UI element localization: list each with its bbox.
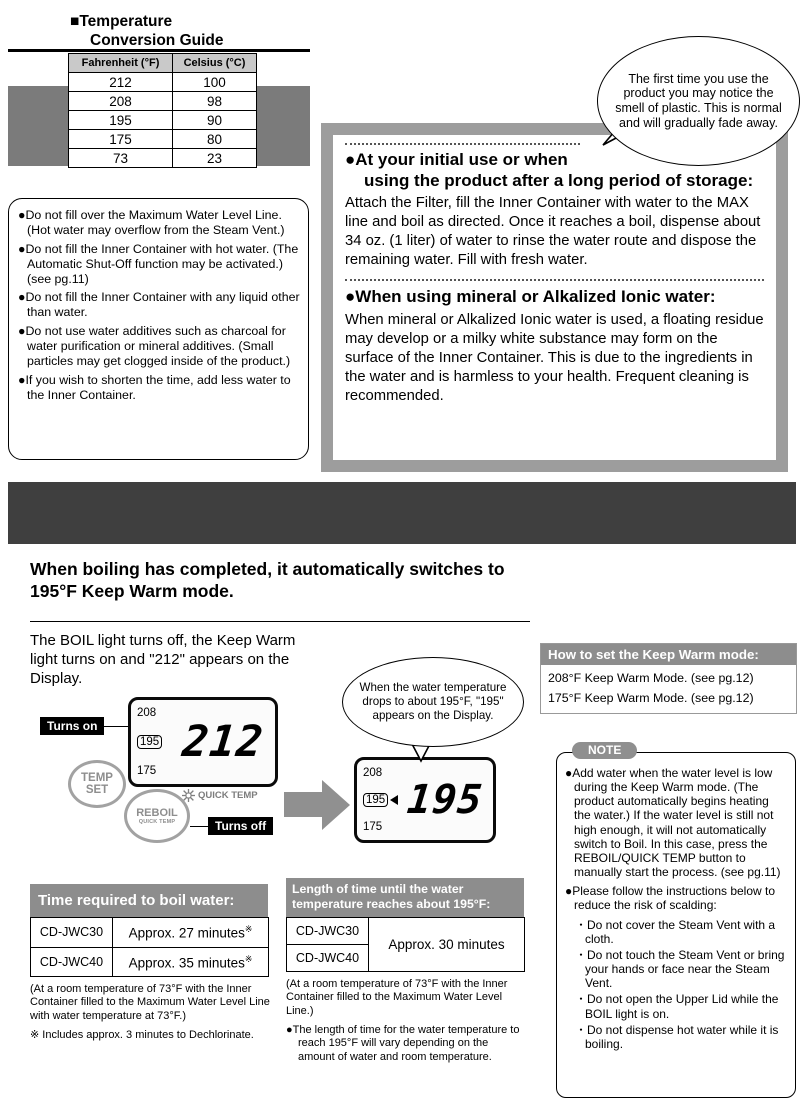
col-fahrenheit: Fahrenheit (°F) (69, 54, 173, 73)
time-value: Approx. 27 minutes (128, 925, 245, 941)
note-sub-item: ・Do not touch the Steam Vent or bring your hands or face near the Steam Vent. (575, 947, 785, 991)
list-item: ●Do not fill over the Maximum Water Level Line. (Hot water may overflow from the Steam Vent.) (18, 208, 285, 237)
boil-time-block (30, 884, 280, 1043)
note-sub-item: ・Do not cover the Steam Vent with a cloth. (575, 917, 776, 946)
cell-c: 90 (173, 111, 257, 130)
cell-c: 23 (173, 149, 257, 168)
boil-time-footnote: (At a room temperature of 73°F with the Inner Container filled to the Maximum Water Level Line with water temperature at 73°F.) (30, 983, 270, 1022)
temp-guide-title-line2: Conversion Guide (90, 32, 224, 50)
list-item: ●Do not fill the Inner Container with hot water. (The Automatic Shut-Off function may be activated.) (see pg.11) (18, 241, 299, 286)
cell-c: 80 (173, 130, 257, 149)
table-row (287, 917, 525, 944)
lcd-display-boil (128, 697, 278, 787)
selector-arrow-icon (390, 795, 398, 805)
boil-time-header: Time required to boil water: (30, 884, 268, 917)
reach-time-note: ●The length of time for the water temperature to reach 195°F will vary depending on the amount of water and room temperature. (286, 1023, 520, 1063)
cell-f: 175 (69, 130, 173, 149)
initial-use-heading-line1: ●At your initial use or when (345, 150, 568, 169)
model-cell: CD-JWC30 (31, 918, 113, 948)
quick-temp-label: QUICK TEMP (198, 790, 258, 801)
reboil-sub-label: QUICK TEMP (138, 819, 176, 825)
temp-labels (137, 705, 177, 779)
keep-warm-heading: When boiling has completed, it automatically switches to 195°F Keep Warm mode. (30, 559, 505, 602)
model-cell: CD-JWC30 (287, 917, 369, 944)
speech-bubble-text: When the water temperature drops to about 195°F, "195" appears on the Display. (359, 681, 507, 722)
speech-bubble-plastic-smell (597, 36, 800, 166)
how-to-set-box (540, 643, 797, 714)
footnote-marker: ※ (244, 924, 253, 934)
leader-line (190, 826, 209, 827)
label-175: 175 (363, 821, 383, 833)
cell-f: 73 (69, 149, 173, 168)
table-row (31, 947, 269, 977)
model-cell: CD-JWC40 (31, 947, 113, 977)
turns-on-label: Turns on (40, 717, 104, 735)
leader-line (104, 726, 129, 727)
label-175: 175 (137, 765, 157, 777)
list-item: 175°F Keep Warm Mode. (see pg.12) (548, 691, 754, 705)
reach-time-header: Length of time until the water temperature reaches about 195°F: (286, 878, 524, 917)
temp-guide-title (70, 12, 224, 51)
initial-use-heading-line2: using the product after a long period of storage: (364, 170, 754, 190)
temp-guide-title-line1: ■Temperature (70, 13, 173, 30)
mineral-water-heading: ●When using mineral or Alkalized Ionic water: (345, 287, 716, 307)
table-row (69, 149, 257, 168)
cell-f: 208 (69, 92, 173, 111)
temp-labels (363, 765, 403, 835)
time-cell (113, 918, 269, 948)
label-195: 195 (363, 793, 388, 807)
table-row (69, 130, 257, 149)
col-celsius: Celsius (°C) (173, 54, 257, 73)
cell-f: 212 (69, 73, 173, 92)
segment-digits: 195 (404, 777, 486, 823)
heading-rule (30, 621, 530, 622)
cell-c: 98 (173, 92, 257, 111)
lcd-display-keepwarm (354, 757, 496, 843)
table-row (69, 111, 257, 130)
temp-set-label-top: TEMP (81, 771, 113, 784)
title-rule (8, 49, 310, 52)
note-tab: NOTE (572, 742, 637, 759)
time-value: Approx. 35 minutes (128, 955, 245, 970)
label-208: 208 (137, 707, 157, 719)
label-195: 195 (137, 735, 162, 749)
temp-set-label-bottom: SET (85, 784, 109, 796)
reach-time-footnote: (At a room temperature of 73°F with the Inner Container filled to the Maximum Water Level Line.) (286, 977, 508, 1017)
table-row (69, 73, 257, 92)
initial-use-box (333, 135, 776, 460)
note-item: ●Add water when the water level is low during the Keep Warm mode. (The product automatically begins heating the water.) If the water level is still not high enough, it will not automatically switch to Boil. In this case, press the REBOIL/QUICK TEMP button to manually start the process. (see pg.11) (565, 766, 781, 880)
initial-use-paragraph: Attach the Filter, fill the Inner Container with water to the MAX line and boil as directed. Once it reaches a boil, dispense about 34 oz. (1 liter) of water to rinse the water route and dispose the remaining water. Fill with fresh water. (345, 195, 761, 269)
reboil-button (124, 789, 190, 843)
temperature-conversion-table (68, 53, 257, 168)
label-208: 208 (363, 767, 383, 779)
quick-temp-indicator (182, 789, 258, 802)
segment-digits: 212 (180, 717, 266, 767)
table-row (31, 918, 269, 948)
reach-time-table (286, 917, 525, 972)
dechlorinate-note: ※ Includes approx. 3 minutes to Dechlorinate. (30, 1029, 254, 1042)
how-to-set-header: How to set the Keep Warm mode: (541, 644, 796, 665)
speech-bubble-195 (342, 657, 524, 747)
table-header-row (69, 54, 257, 73)
list-item: ●If you wish to shorten the time, add less water to the Inner Container. (18, 372, 291, 402)
section-divider-band (8, 482, 796, 544)
mineral-water-paragraph: When mineral or Alkalized Ionic water is used, a floating residue may develop or a milky white substance may form on the surface of the Inner Container. This is due to the ingredients in the water and is harmless to your health. Frequent cleaning is recommended. (345, 311, 764, 404)
note-item: ●Please follow the instructions below to reduce the risk of scalding: (565, 884, 776, 913)
note-box (556, 752, 796, 1098)
reboil-label: REBOIL (136, 807, 178, 819)
boil-time-table (30, 917, 269, 977)
cell-f: 195 (69, 111, 173, 130)
speech-bubble-text: The first time you use the product you may notice the smell of plastic. This is normal and will gradually fade away. (615, 71, 782, 130)
table-row (69, 92, 257, 111)
model-cell: CD-JWC40 (287, 944, 369, 971)
list-item: ●Do not fill the Inner Container with any liquid other than water. (18, 290, 300, 320)
time-cell (113, 947, 269, 977)
temp-set-button (68, 760, 126, 808)
dotted-divider (345, 279, 764, 281)
turns-off-label: Turns off (208, 817, 273, 835)
arrow-right-icon (322, 780, 350, 830)
note-sub-item: ・Do not dispense hot water while it is boiling. (575, 1022, 779, 1051)
reach-time-block (286, 878, 526, 1064)
cell-c: 100 (173, 73, 257, 92)
dotted-divider (345, 143, 580, 145)
arrow-shaft (284, 792, 322, 817)
keep-warm-intro: The BOIL light turns off, the Keep Warm light turns on and "212" appears on the Display. (30, 632, 296, 688)
footnote-marker: ※ (244, 953, 253, 964)
note-sub-item: ・Do not open the Upper Lid while the BOIL light is on. (575, 992, 779, 1021)
list-item: 208°F Keep Warm Mode. (see pg.12) (548, 671, 754, 685)
list-item: ●Do not use water additives such as charcoal for water purification or mineral additives. (Small particles may get clogged inside of the product.) (18, 324, 291, 368)
caution-list (8, 198, 309, 460)
time-cell: Approx. 30 minutes (369, 917, 525, 971)
